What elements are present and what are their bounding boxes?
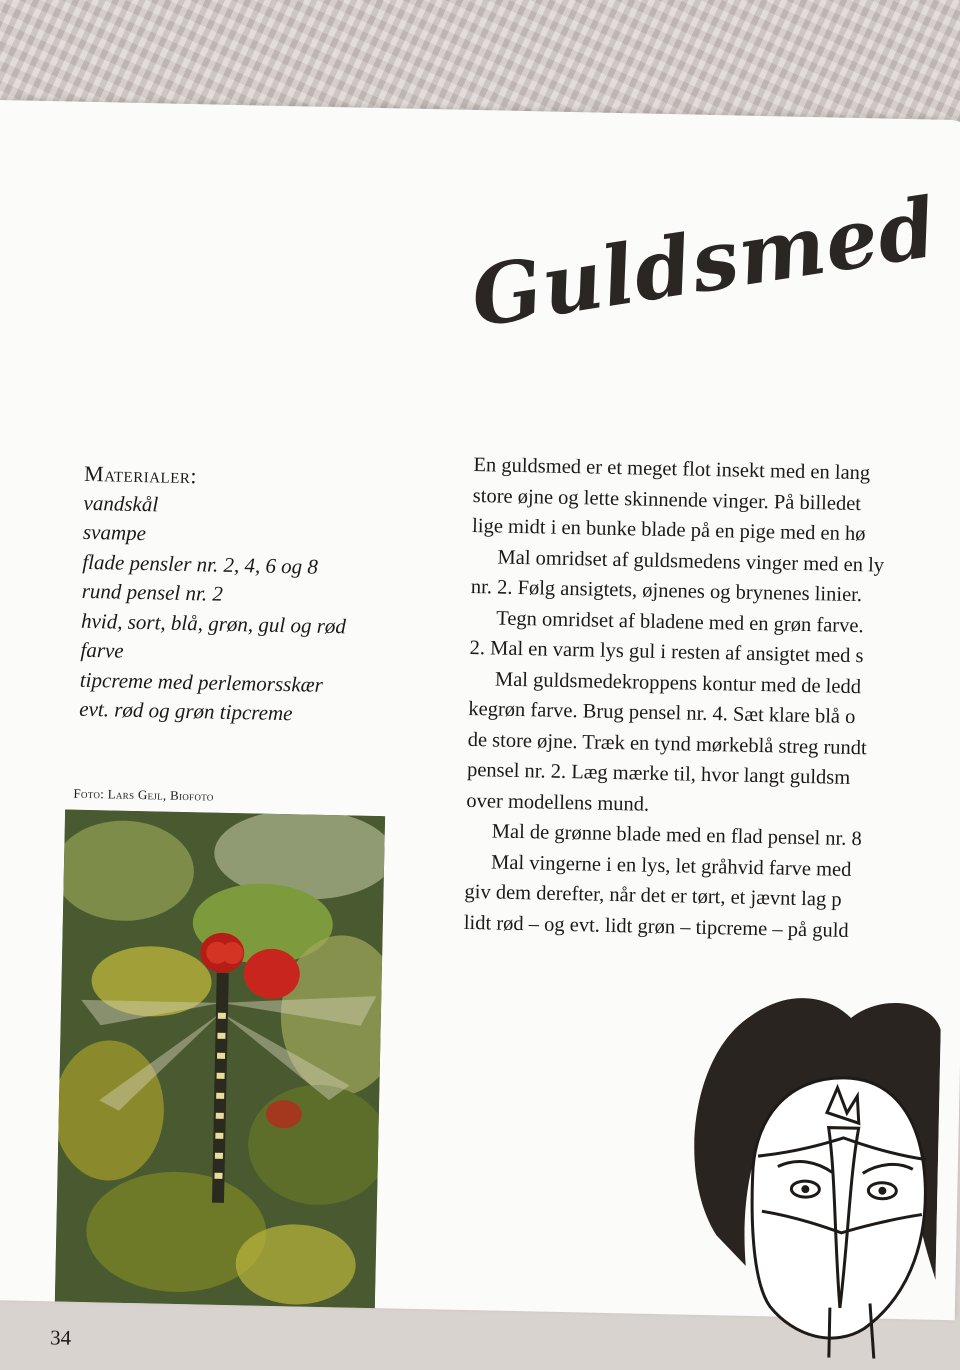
text-line: Mal vingerne i en lys, let gråhvid farve med [490, 850, 852, 881]
materials-item: rund pensel nr. 2 [81, 578, 224, 606]
materials-item: evt. rød og grøn tipcreme [79, 696, 293, 726]
materials-list [79, 459, 414, 731]
text-line: pensel nr. 2. Læg mærke til, hvor langt guldsm [466, 758, 851, 789]
book-page [0, 100, 960, 1350]
text-line: Mal de grønne blade med en flad pensel nr. 8 [491, 820, 862, 851]
dragonfly-photo [55, 810, 385, 1309]
face-painting-illustration [674, 974, 942, 1359]
instructions-text [464, 450, 960, 949]
text-line: En guldsmed er et meget flot insekt med en lang [473, 453, 871, 485]
text-line: lidt rød – og evt. lidt grøn – tipcreme – på guld [463, 911, 849, 942]
text-line: store øjne og lette skinnende vinger. På billedet [472, 484, 862, 515]
text-line: kegrøn farve. Brug pensel nr. 4. Sæt klare blå o [468, 697, 856, 729]
photo-credit: Foto: Lars Gejl, Biofoto [73, 785, 214, 804]
materials-item: svampe [82, 519, 147, 546]
page-title: Guldsmed [465, 179, 944, 347]
page-number: 34 [49, 1325, 72, 1350]
text-line: Mal guldsmedekroppens kontur med de ledd [494, 667, 862, 698]
materials-item: hvid, sort, blå, grøn, gul og rød [80, 608, 347, 638]
materials-item: farve [80, 637, 124, 663]
text-line: nr. 2. Følg ansigtets, øjnenes og brynenes linier. [470, 575, 863, 607]
text-line: de store øjne. Træk en tynd mørkeblå streg rundt [467, 728, 867, 759]
materials-item: tipcreme med perlemorsskær [79, 667, 324, 697]
text-line: lige midt i en bunke blade på en pige med en hø [471, 514, 866, 546]
materials-item: flade pensler nr. 2, 4, 6 og 8 [82, 549, 319, 579]
text-line: Tegn omridset af bladene med en grøn farve. [496, 607, 864, 637]
text-line: over modellens mund. [466, 789, 650, 816]
text-line: Mal omridset af guldsmedens vinger med en ly [497, 546, 885, 577]
materials-item: vandskål [83, 490, 159, 516]
materials-heading: Materialer: [83, 460, 198, 489]
text-line: giv dem derefter, når det er tørt, et jævnt lag p [464, 880, 842, 911]
text-line: 2. Mal en varm lys gul i resten af ansigtet med s [469, 636, 864, 668]
